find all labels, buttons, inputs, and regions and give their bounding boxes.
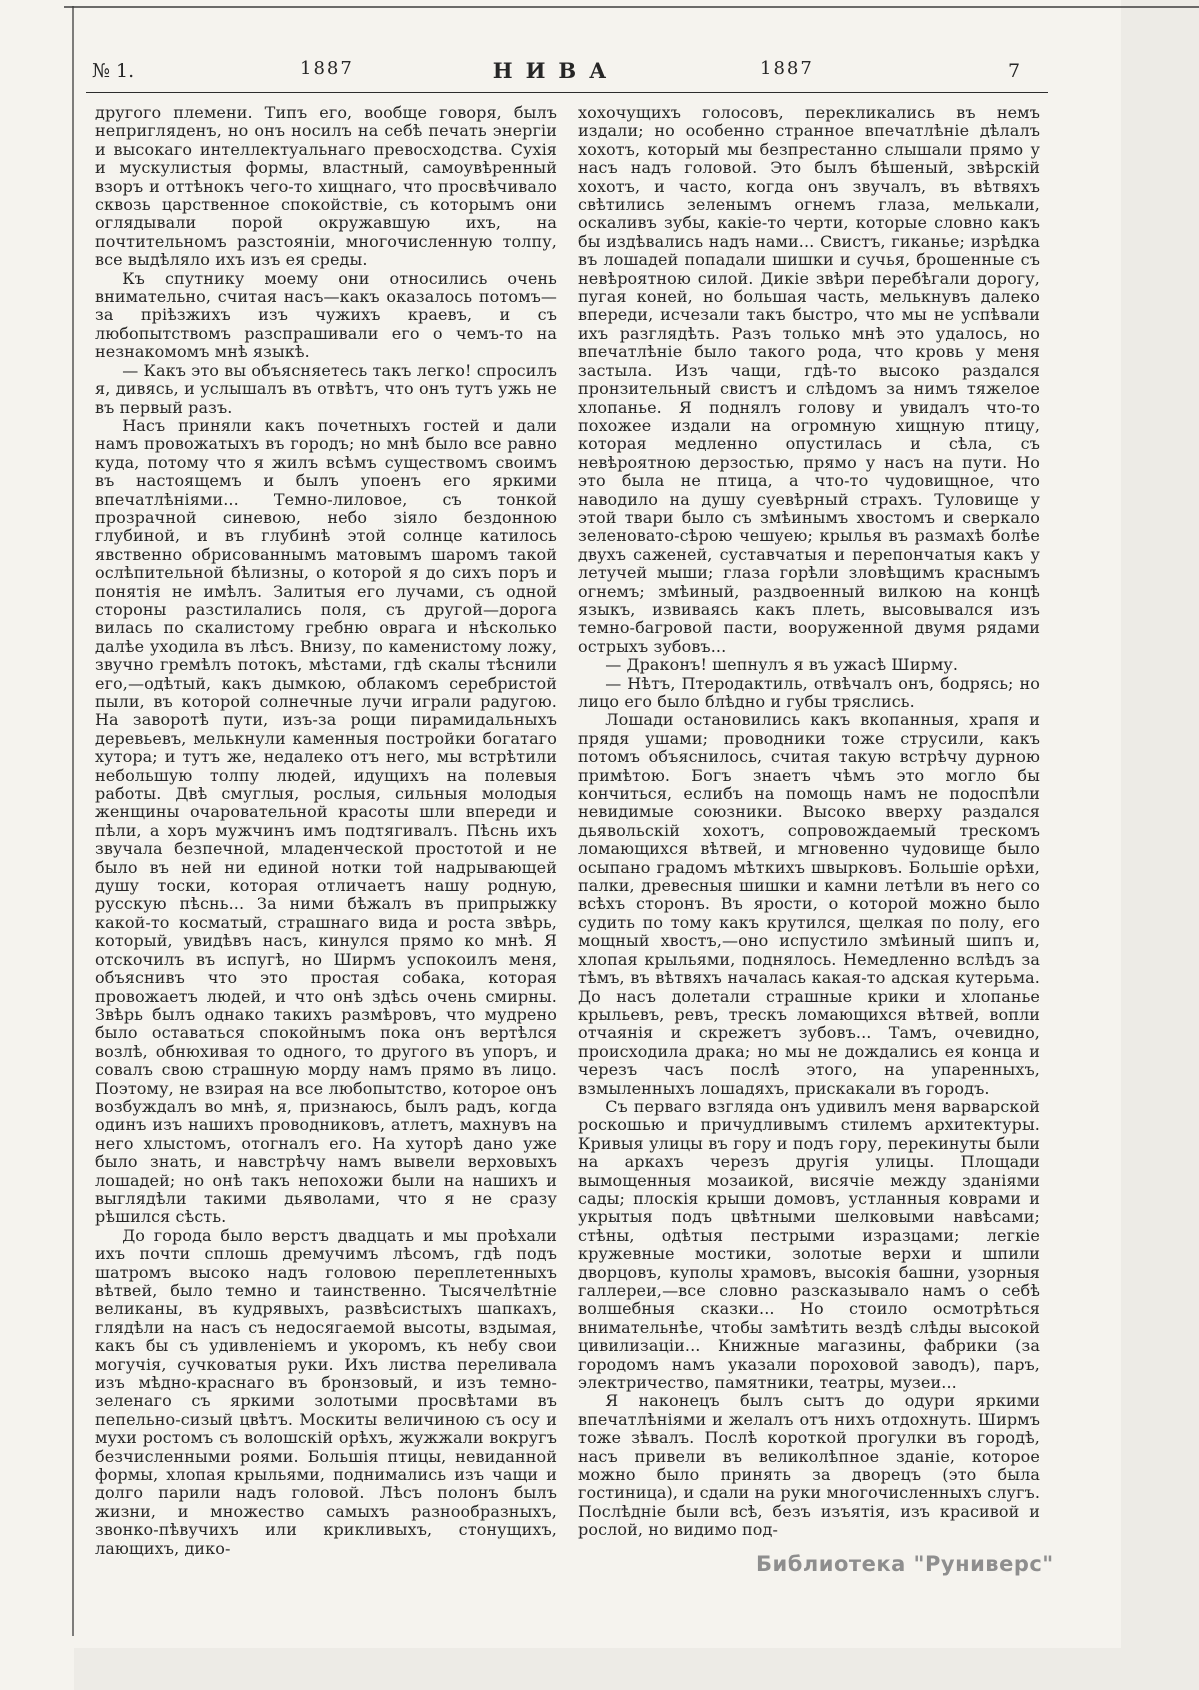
year-right: 1887 <box>760 58 814 79</box>
text-column-left <box>95 104 557 1558</box>
text-column-right <box>578 104 1040 1558</box>
scan-edge-left <box>72 6 74 1636</box>
paragraph: До города было верстъ двадцать и мы проѣхали ихъ почти сплошь дремучимъ лѣсомъ, гдѣ подъ шатромъ высоко надъ головою переплетенныхъ вѣтвей, было темно и таинственно. Тысячелѣтніе великаны, въ кудрявыхъ, развѣсистыхъ шапкахъ, глядѣли на насъ съ недосягаемой высоты, вздымая, какъ бы съ удивленіемъ и укоромъ, къ небу свои могучія, сучковатыя руки. Ихъ листва переливала изъ мѣдно-краснаго въ бронзовый, и изъ темно-зеленаго съ яркими золотыми просвѣтами въ пепельно-сизый цвѣтъ. Москиты величиною съ осу и мухи ростомъ съ волошскій орѣхъ, жужжали вокругъ безчисленными роями. Большія птицы, невиданной формы, хлопая крыльями, поднимались изъ чащи и долго парили надъ головой. Лѣсъ полонъ былъ жизни, и множество самыхъ разнообразныхъ, звонко-пѣвучихъ или крикливыхъ, стонущихъ, лающихъ, дико- <box>95 1225 557 1558</box>
paragraph: хохочущихъ голосовъ, перекликались въ немъ издали; но особенно странное впечатлѣніе дѣлалъ хохотъ, который мы безпрестанно слышали прямо у насъ надъ головой. Это былъ бѣшеный, звѣрскій хохотъ, и часто, когда онъ звучалъ, въ вѣтвяхъ свѣтились зеленымъ огнемъ глаза, мелькали, оскаливъ зубы, какіе-то черти, которые словно какъ бы издѣвались надъ нами... Свистъ, гиканье; изрѣдка въ лошадей попадали шишки и сучья, брошенные съ невѣроятною силой. Дикіе звѣри перебѣгали дорогу, пугая коней, но большая часть, мелькнувъ далеко впереди, исчезали такъ быстро, что мы не успѣвали ихъ разглядѣть. Разъ только мнѣ это удалось, но впечатлѣніе было такого рода, что кровь у меня застыла. Изъ чащи, гдѣ-то высоко раздался пронзительный свистъ и слѣдомъ за нимъ тяжелое хлопанье. Я поднялъ голову и увидалъ что-то похожее издали на огромную хищную птицу, которая медленно опустилась и сѣла, съ невѣроятною дерзостью, прямо у насъ на пути. Но это была не птица, а что-то чудовищное, что наводило на душу суевѣрный страхъ. Туловище у этой твари было съ змѣинымъ хвостомъ и сверкало зеленовато-сѣрою чешуею; крылья въ размахѣ болѣе двухъ саженей, суставчатыя и перепончатыя какъ у летучей мыши; глаза горѣли зловѣщимъ краснымъ огнемъ; змѣиный, раздвоенный вилкою на концѣ языкъ, извиваясь какъ плеть, высовывался изъ темно-багровой пасти, вооруженной двумя рядами острыхъ зубовъ... <box>578 103 1040 656</box>
scan-margin-bottom <box>74 1648 1199 1690</box>
page-number: 7 <box>1008 60 1021 82</box>
paragraph: Насъ приняли какъ почетныхъ гостей и дали намъ провожатыхъ въ городъ; но мнѣ было все равно куда, потому что я жилъ всѣмъ существомъ своимъ въ настоящемъ и былъ упоенъ его яркими впечатлѣніями... Темно-лиловое, съ тонкой прозрачной синевою, небо зіяло бездонною глубиной, и въ глубинѣ этой солнце катилось явственно обрисованнымъ матовымъ шаромъ такой ослѣпительной бѣлизны, о которой я до сихъ поръ и понятія не имѣлъ. Залитыя его лучами, съ одной стороны разстилались поля, съ другой—дорога вилась по скалистому гребню оврага и нѣсколько далѣе уходила въ лѣсъ. Внизу, по каменистому ложу, звучно гремѣлъ потокъ, мѣстами, гдѣ скалы тѣснили его,—одѣтый, какъ дымкою, облакомъ серебристой пыли, въ которой солнечные лучи играли радугою. На заворотѣ пути, изъ-за рощи пирамидальныхъ деревьевъ, мелькнули каменныя постройки богатаго хутора; и тутъ же, недалеко отъ него, мы встрѣтили небольшую толпу людей, идущихъ на полевыя работы. Двѣ смуглыя, рослыя, сильныя молодыя женщины очаровательной красоты шли впереди и пѣли, а хоръ мужчинъ имъ подтягивалъ. Пѣснь ихъ звучала безпечной, младенческой простотой и не было въ ней ни единой нотки той надрывающей душу тоски, которая отличаетъ нашу родную, русскую пѣснь... За ними бѣжалъ въ припрыжку какой-то косматый, страшнаго вида и роста звѣрь, который, увидѣвъ насъ, кинулся прямо ко мнѣ. Я отскочилъ въ испугѣ, но Ширмъ успокоилъ меня, объяснивъ что это простая собака, которая провожаетъ людей, и что онѣ здѣсь очень смирны. Звѣрь былъ однако такихъ размѣровъ, что мудрено было оставаться спокойнымъ пока онъ вертѣлся возлѣ, обнюхивая то одного, то другого въ упоръ, и совалъ свою страшную морду намъ прямо въ лицо. Поэтому, не взирая на все любопытство, которое онъ возбуждалъ во мнѣ, я, признаюсь, былъ радъ, когда одинъ изъ нашихъ проводниковъ, атлетъ, махнувъ на него хлыстомъ, отогналъ его. На хуторѣ дано уже было знать, и навстрѣчу намъ вывели верховыхъ лошадей; но онѣ такъ непохожи были на нашихъ и выглядѣли такими дьяволами, что я не сразу рѣшился сѣсть. <box>95 415 557 1227</box>
paragraph: — Нѣтъ, Птеродактиль, отвѣчалъ онъ, бодрясь; но лицо его было блѣдно и губы тряслись. <box>578 673 1040 711</box>
magazine-title: НИВА <box>492 58 620 83</box>
scan-edge-top <box>64 6 1199 8</box>
paragraph: Я наконецъ былъ сытъ до одури яркими впечатлѣніями и желалъ отъ нихъ отдохнуть. Ширмъ тоже зѣвалъ. Послѣ короткой прогулки въ городѣ, насъ привели въ великолѣпное зданіе, которое можно было принять за дворецъ (это была гостиница), и сдали на руки многочисленныхъ слугъ. Послѣдніе были всѣ, безъ изъятія, изъ красивой и рослой, но видимо под- <box>578 1391 1040 1540</box>
paragraph: Съ перваго взгляда онъ удивилъ меня варварской роскошью и причудливымъ стилемъ архитектуры. Кривыя улицы въ гору и подъ гору, перекинуты были на аркахъ черезъ другія улицы. Площади вымощенныя мозаикой, висячіе между зданіями сады; плоскія крыши домовъ, устланныя коврами и укрытыя подъ цвѣтными шелковыми навѣсами; стѣны, одѣтыя пестрыми изразцами; легкіе кружевные мостики, золотые верхи и шпили дворцовъ, куполы храмовъ, высокія башни, узорныя галлереи,—все словно разсказывало намъ о себѣ волшебныя сказки... Но стоило осмотрѣться внимательнѣе, чтобы замѣтить вездѣ слѣды высокой цивилизаціи... Книжные магазины, фабрики (за городомъ намъ указали пороховой заводъ), паръ, электричество, памятники, театры, музеи... <box>578 1096 1040 1393</box>
paragraph: — Какъ это вы объясняетесь такъ легко! спросилъ я, дивясь, и услышалъ въ отвѣтъ, что онъ тутъ ужь не въ первый разъ. <box>95 360 557 417</box>
paragraph: другого племени. Типъ его, вообще говоря, былъ непригляденъ, но онъ носилъ на себѣ печать энергіи и высокаго интеллектуальнаго превосходства. Сухія и мускулистыя формы, властный, самоувѣренный взоръ и оттѣнокъ чего-то хищнаго, что просвѣчивало сквозь царственное спокойствіе, съ которымъ они оглядывали порой окружавшую ихъ, на почтительномъ разстояніи, многочисленную толпу, все выдѣляло ихъ изъ ея среды. <box>95 103 557 270</box>
issue-number: № 1. <box>92 60 135 82</box>
page-header <box>0 58 1199 88</box>
text-columns <box>95 104 1040 1558</box>
paragraph: Къ спутнику моему они относились очень внимательно, считая насъ—какъ оказалось потомъ—за пріѣзжихъ изъ чужихъ краевъ, и съ любопытствомъ разспрашивали его о чемъ-то на незнакомомъ мнѣ языкѣ. <box>95 268 557 362</box>
paragraph: Лошади остановились какъ вкопанныя, храпя и прядя ушами; проводники тоже струсили, какъ потомъ объяснилось, считая такую встрѣчу дурною примѣтою. Богъ знаетъ чѣмъ это могло бы кончиться, еслибъ на помощь намъ не подоспѣли невидимые союзники. Высоко вверху раздался дьявольскій хохотъ, сопровождаемый трескомъ ломающихся вѣтвей, и мгновенно чудовище было осыпано градомъ мѣткихъ швырковъ. Большіе орѣхи, палки, древесныя шишки и камни летѣли въ него со всѣхъ сторонъ. Въ ярости, о которой можно было судить по тому какъ крутился, щелкая по полу, его мощный хвостъ,—оно испустило змѣиный шипъ и, хлопая крыльями, поднялось. Немедленно вслѣдъ за тѣмъ, въ вѣтвяхъ началась какая-то адская кутерьма. До насъ долетали страшные крики и хлопанье крыльевъ, ревъ, трескъ ломающихся вѣтвей, вопли отчаянія и скрежетъ зубовъ... Тамъ, очевидно, происходила драка; но мы не дождались ея конца и черезъ часъ послѣ этого, на упаренныхъ, взмыленныхъ лошадяхъ, прискакали въ городъ. <box>578 710 1040 1098</box>
scan-margin-right <box>1121 0 1199 1690</box>
paragraph: — Драконъ! шепнулъ я въ ужасѣ Ширму. <box>605 655 959 675</box>
header-rule <box>86 92 1048 93</box>
year-left: 1887 <box>300 58 354 79</box>
watermark: Библиотека "Руниверс" <box>756 1552 1054 1576</box>
